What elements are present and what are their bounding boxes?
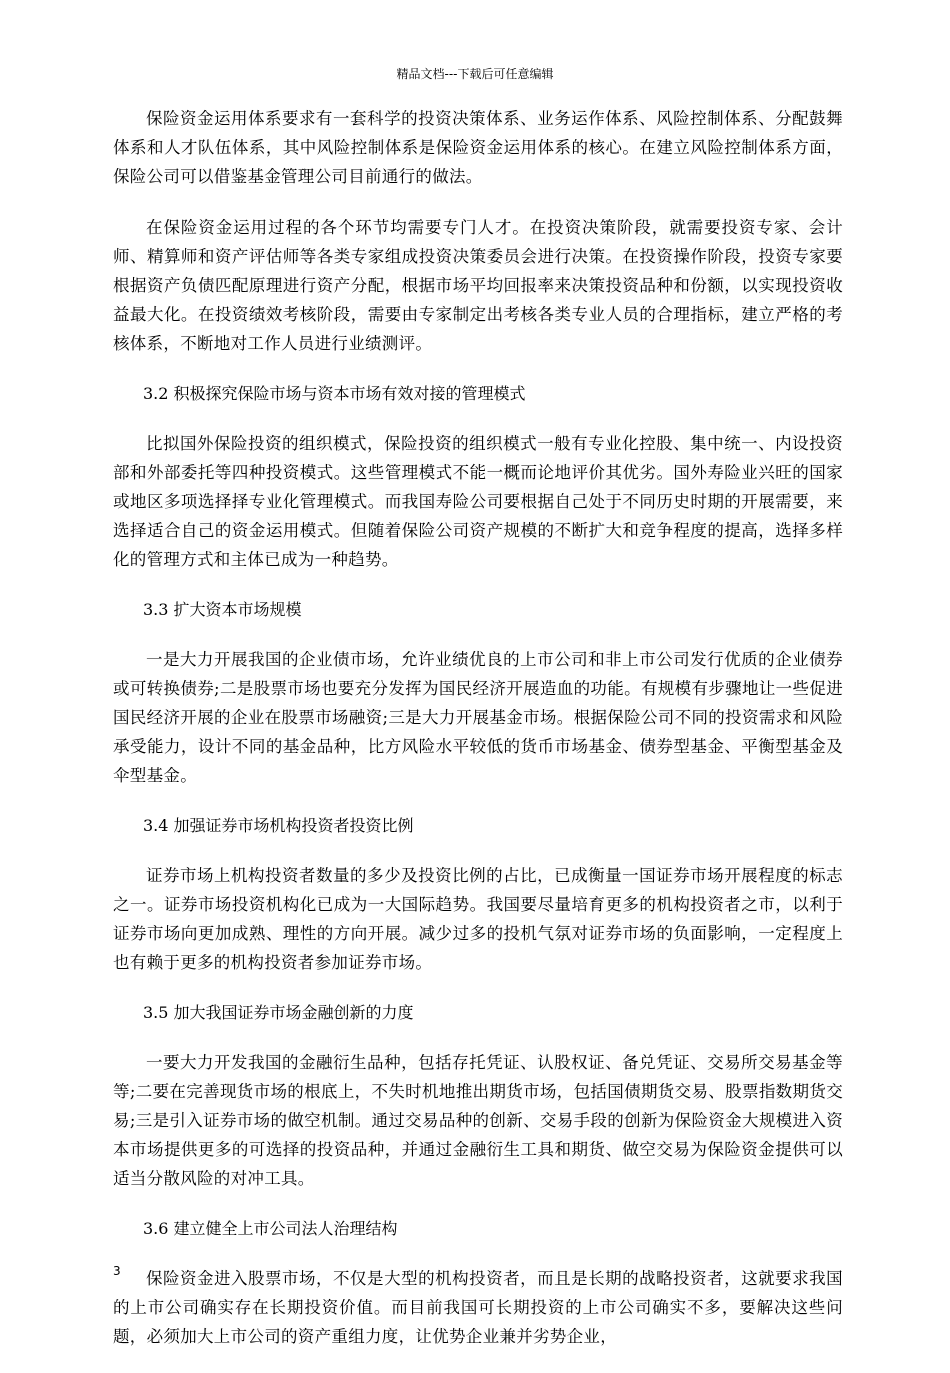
section-heading: 3.2 积极探究保险市场与资本市场有效对接的管理模式 bbox=[143, 384, 526, 403]
paragraph: 证券市场上机构投资者数量的多少及投资比例的占比，已成衡量一国证券市场开展程度的标志之一。证券市场投资机构化已成为一大国际趋势。我国要尽量培育更多的机构投资者之市，以利于证券市场向更加成熟、理性的方向开展。减少过多的投机气氛对证券市场的负面影响，一定程度上也有赖于更多的机构投资者参加证券市场。 bbox=[113, 866, 843, 972]
paragraph: 一要大力开发我国的金融衍生品种，包括存托凭证、认股权证、备兑凭证、交易所交易基金等等;二要在完善现货市场的根底上，不失时机地推出期货市场，包括国债期货交易、股票指数期货交易;三是引入证券市场的做空机制。通过交易品种的创新、交易手段的创新为保险资金大规模进入资本市场提供更多的可选择的投资品种，并通过金融衍生工具和期货、做空交易为保险资金提供可以适当分散风险的对冲工具。 bbox=[113, 1053, 843, 1188]
paragraph: 一是大力开展我国的企业债市场，允许业绩优良的上市公司和非上市公司发行优质的企业债券或可转换债券;二是股票市场也要充分发挥为国民经济开展造血的功能。有规模有步骤地让一些促进国民经济开展的企业在股票市场融资;三是大力开展基金市场。根据保险公司不同的投资需求和风险承受能力，设计不同的基金品种，比方风险水平较低的货币市场基金、债券型基金、平衡型基金及伞型基金。 bbox=[113, 650, 843, 785]
section-heading: 3.5 加大我国证券市场金融创新的力度 bbox=[143, 1003, 414, 1022]
section-heading: 3.6 建立健全上市公司法人治理结构 bbox=[143, 1219, 398, 1238]
paragraph: 保险资金进入股票市场，不仅是大型的机构投资者，而且是长期的战略投资者，这就要求我国的上市公司确实存在长期投资价值。而目前我国可长期投资的上市公司确实不多，要解决这些问题，必须加大上市公司的资产重组力度，让优势企业兼并劣势企业， bbox=[113, 1269, 843, 1346]
section-heading: 3.4 加强证券市场机构投资者投资比例 bbox=[143, 816, 414, 835]
header-note: 精品文档---下载后可任意编辑 bbox=[396, 67, 554, 81]
paragraph: 比拟国外保险投资的组织模式，保险投资的组织模式一般有专业化控股、集中统一、内设投资部和外部委托等四种投资模式。这些管理模式不能一概而论地评价其优劣。国外寿险业兴旺的国家或地区多项选择择专业化管理模式。而我国寿险公司要根据自己处于不同历史时期的开展需要，来选择适合自己的资金运用模式。但随着保险公司资产规模的不断扩大和竞争程度的提高，选择多样化的管理方式和主体已成为一种趋势。 bbox=[113, 434, 843, 569]
document-body bbox=[113, 104, 843, 1373]
paragraph: 保险资金运用体系要求有一套科学的投资决策体系、业务运作体系、风险控制体系、分配鼓舞体系和人才队伍体系，其中风险控制体系是保险资金运用体系的核心。在建立风险控制体系方面，保险公司可以借鉴基金管理公司目前通行的做法。 bbox=[113, 109, 843, 186]
section-heading: 3.3 扩大资本市场规模 bbox=[143, 600, 302, 619]
page-number: 3 bbox=[113, 1264, 121, 1278]
paragraph: 在保险资金运用过程的各个环节均需要专门人才。在投资决策阶段，就需要投资专家、会计师、精算师和资产评估师等各类专家组成投资决策委员会进行决策。在投资操作阶段，投资专家要根据资产负债匹配原理进行资产分配，根据市场平均回报率来决策投资品种和份额，以实现投资收益最大化。在投资绩效考核阶段，需要由专家制定出考核各类专业人员的合理指标，建立严格的考核体系，不断地对工作人员进行业绩测评。 bbox=[113, 218, 843, 353]
